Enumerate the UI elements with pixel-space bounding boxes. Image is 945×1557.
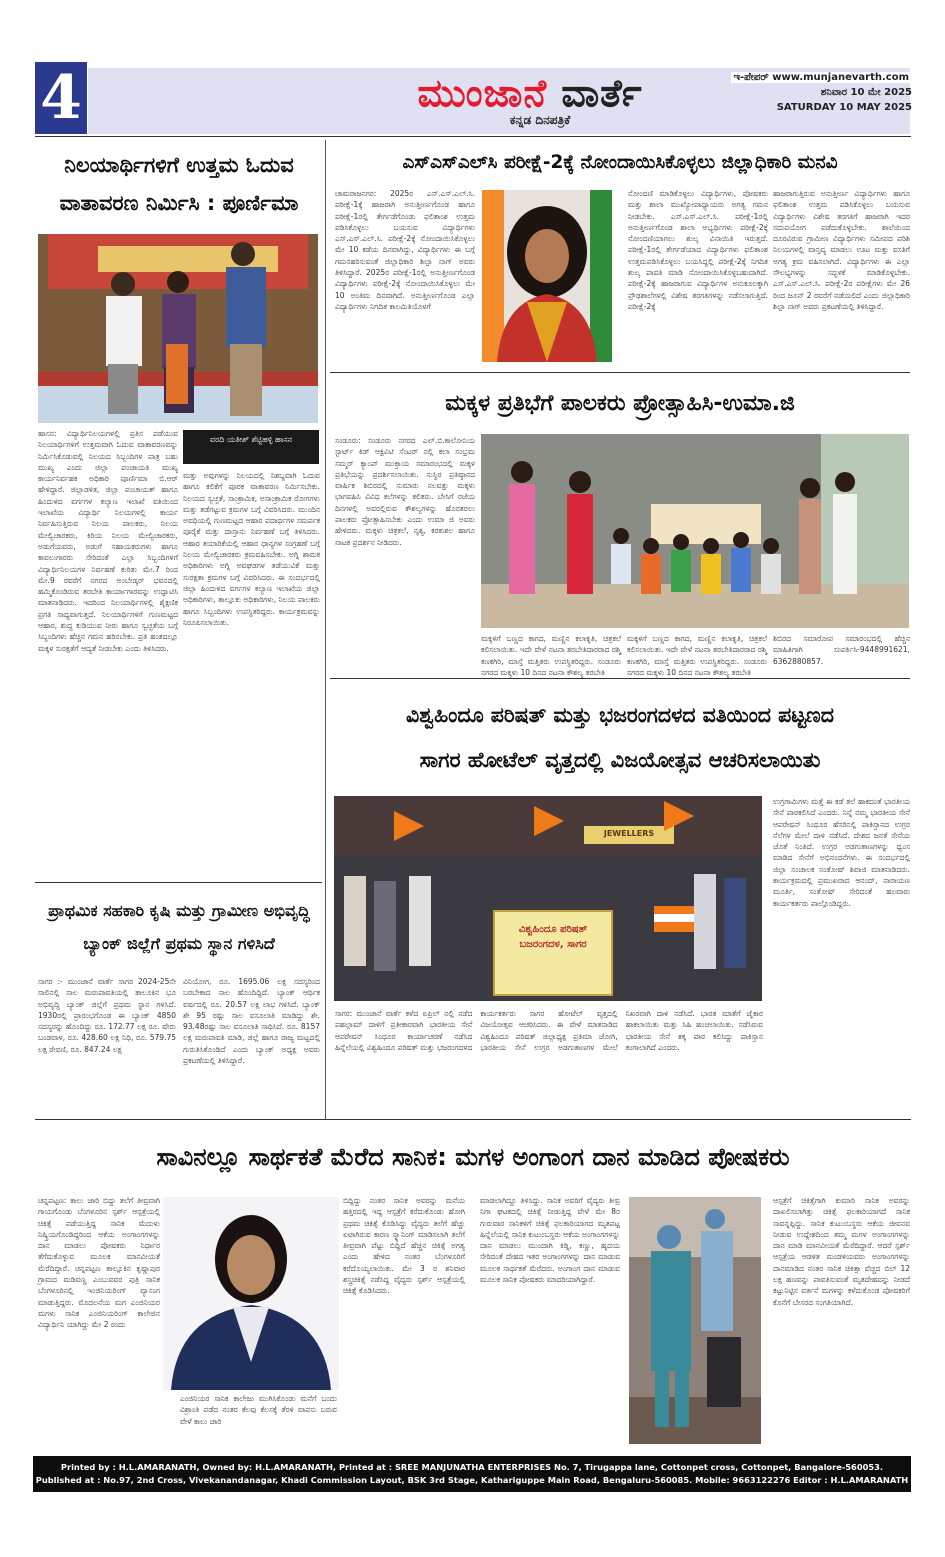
vijayotsava-banner bbox=[496, 922, 610, 952]
bank-body-left: ಸಾಗರ :- ಮುಂಜಾನೆ ವಾರ್ತೆ ಸಾಗರ 2024-25ನೇ ಸಾಲಿನಲ್ಲಿ ಸಾಲ ಮರುಪಾವತಿಯಲ್ಲಿ ತಾಲೂಕಿನ ಭೂ ಅಭಿವೃದ್ಧಿ ಬ್ಯಾಂಕ್ ಜಿಲ್ಲೆಗೆ ಪ್ರಥಮ ಸ್ಥಾನ ಗಳಿಸಿದೆ. 1930ರಲ್ಲಿ ಪ್ರಾರಂಭಗೊಂಡ ಈ ಬ್ಯಾಂಕ್ 4850 ಸದಸ್ಯರನ್ನು ಹೊಂದಿದ್ದು ರೂ. 172.77 ಲಕ್ಷ ರೂ. ಷೇರು ಬಂಡವಾಳ, ರೂ. 428.60 ಲಕ್ಷ ನಿಧಿ, ರೂ. 579.75 ಲಕ್ಷ ಠೇವಣಿ, ರೂ. 847.24 ಲಕ್ಷ bbox=[38, 977, 176, 1054]
masthead-date-english: SATURDAY 10 MAY 2025 bbox=[776, 102, 912, 113]
organ-body-1: ಚನ್ನಪಟ್ಟಣ: ಕಾಲು ಜಾರಿ ಬಿದ್ದು ತಲೆಗೆ ತೀವ್ರವಾಗಿ ಗಾಯಗೊಂಡು ಬೆಂಗಳೂರಿನ ಸ್ಪರ್ಶ್ ಆಸ್ಪತ್ರೆಯಲ್ಲಿ ಚಿಕಿತ್ಸೆ ಪಡೆಯುತ್ತಿದ್ದ ಸಾನಿಕ ಮೆದುಳು ನಿಷ್ಕ್ರಿಯಗೊಂಡಿದ್ದರಿಂದ ಆಕೆಯ ಅಂಗಾಂಗಗಳನ್ನು ದಾನ ಮಾಡಲು ಪೋಷಕರು ನಿರ್ಧಾರ ತೆಗೆದುಕೊಳ್ಳುವ ಮೂಲಕ ಮಾನವೀಯತೆ ಮೆರೆದಿದ್ದಾರೆ. ಚನ್ನಪಟ್ಟಣ ತಾಲ್ಲೂಕಿನ ಕೃಷ್ಣಾಪುರ ಗ್ರಾಮದ ಮಡಿವಣ್ಣ ಎಂಬುವವರ ಪುತ್ರಿ ಸಾನಿಕ ಬೆಂಗಳೂರಿನಲ್ಲಿ ಇಂಜಿನಿಯರಿಂಗ್ ವ್ಯಾಸಂಗ ಮಾಡುತ್ತಿದ್ದರು. ಮೊದಲನೆಯ ಮಗ ಎಂಜಿನಿಯರ ಮಗಳು ಸಾನಿಕ ಎಂಜಿನಿಯರಿಂಗ್ ಕಾಲೇಜಿನ ವಿದ್ಯಾರ್ಥಿನಿ ಯಾಗಿದ್ದು ಮೇ 2 ರಂದು bbox=[38, 1196, 160, 1330]
organ-body-3: ಮಾಡಲಾಗಿದ್ದೂ ತಿಳಿಸಿದ್ದು. ಸಾನಿಕ ಅವರಿಗೆ ವೈದ್ಯರು ತೀವ್ರ ನಿಗಾ ಘಟಕದಲ್ಲಿ ಚಿಕಿತ್ಸೆ ನೀಡುತ್ತಿದ್ದ ವೇಳೆ ಮೇ 8ರ ಗುರುವಾರ ಸಾನಿಕಳಿಗೆ ಚಿಕಿತ್ಸೆ ಫಲಕಾರಿಯಾಗದ ಮೃತಪಟ್ಟ ಹಿನ್ನೆಲೆಯಲ್ಲಿ ಸಾನಿಕ ಕುಟುಂಬಸ್ಥರು ಆಕೆಯ ಅಂಗಾಂಗಗಳನ್ನು ದಾನ ಮಾಡಲು ಮುಂದಾಗಿ ಕಿಡ್ನಿ, ಕಣ್ಣು, ಹೃದಯ ಸೇರಿದಂತೆ ದೇಹದ ಇತರ ಅಂಗಾಂಗಗಳನ್ನು ದಾನ ಮಾಡುವ ಮೂಲಕ ಸಾರ್ಥಕತೆ ಮೆರೆದರು. ಅಂಗಾಂಗ ದಾನ ಮಾಡುವ ಮೂಲಕ ಸಾನಿಕ ಪೋಷಕರು ಮಾದರಿಯಾಗಿದ್ದಾರೆ. bbox=[480, 1196, 620, 1285]
vijayotsava-banner-line-2: ಬಜರಂಗದಳ, ಸಾಗರ bbox=[519, 939, 587, 950]
vijayotsava-body-right: ಉಗ್ರಗಾಮಿಗಳು ಮತ್ತೆ ಈ ಕಡೆ ತಲೆ ಹಾಕದಂತೆ ಭಾರತೀಯ ಸೇನೆ ಪಾಠಕಲಿಸಿದೆ ಎಂದರು. ನಿನ್ನೆ ನಮ್ಮ ಭಾರತೀಯ ಸೇನೆ ಆಪರೇಷನ್ ಸಿಂಧೂರ ಹೆಸರಿನಲ್ಲಿ ಪಾಕಿಸ್ತಾನದ ಉಗ್ರರ ನೆಲೆಗಳ ಮೇಲೆ ದಾಳಿ ನಡೆಸಿದೆ. ದೇಶದ ಜನತೆ ಸೇನೆಯ ಜೊತೆ ನಿಂತಿದೆ. ಉಗ್ರರ ಅಡಗುತಾಣಗಳನ್ನು ಧ್ವಂಸ ಮಾಡಿದ ಸೇನೆಗೆ ಅಭಿನಂದನೆಗಳು. ಈ ಸಂದರ್ಭದಲ್ಲಿ ಜಿಲ್ಲಾ ಸಂಚಾಲಕ ಸಂತೋಷ್ ಶಿವಾಜಿ ಮಾತನಾಡಿದರು. ಕಾರ್ಯಕ್ರಮದಲ್ಲಿ ಪ್ರಮುಖರಾದ ಆನಂದ್, ನಾರಾಯಣ ಮೂರ್ತಿ, ಸಂತೋಷ್ ಸೇರಿದಂತೆ ಹಲವಾರು ಕಾರ್ಯಕರ್ತರು ಪಾಲ್ಗೊಂಡಿದ್ದರು. bbox=[773, 797, 910, 908]
vijayotsava-headline-2: ಸಾಗರ ಹೋಟೆಲ್ ವೃತ್ತದಲ್ಲಿ ವಿಜಯೋತ್ಸವ ಆಚರಿಸಲಾಯಿತು bbox=[419, 748, 821, 772]
organ-portrait-photo bbox=[163, 1197, 339, 1390]
masthead-title bbox=[395, 70, 665, 116]
talent-headline: ಮಕ್ಕಳ ಪ್ರತಿಭೆಗೆ ಪಾಲಕರು ಪ್ರೋತ್ಸಾಹಿಸಿ-ಉಮಾ.ಜಿ bbox=[445, 391, 795, 416]
masthead-subtitle: ಕನ್ನಡ ದಿನಪತ್ರಿಕೆ bbox=[509, 113, 571, 127]
organ-body-2: ಬಿದ್ದಿದ್ದು ನಂತರ ಸಾನಿಕ ಅವರನ್ನು ಮನೆಯ ಹತ್ತಿರದಲ್ಲಿ ಇದ್ದ ಆಸ್ಪತ್ರೆಗೆ ಕರೆದುಕೊಂಡು ಹೋಗಿ ಪ್ರಥಮ ಚಿಕಿತ್ಸೆ ಕೊಡಿಸಿದ್ದು ವೈದ್ಯರು ತಲೆಗೆ ಹೆಚ್ಚು ಏಟಾಗಿರುವ ಕಾರಣ ಸ್ಕ್ಯಾನಿಂಗ್ ಮಾಡಿಸಲಾಗಿ ತಲೆಗೆ ತೀವ್ರವಾಗಿ ಪೆಟ್ಟು ಬಿದ್ದಿದೆ ಹೆಚ್ಚಿನ ಚಿಕಿತ್ಸೆ ಅಗತ್ಯ ಎಂದು ಹೇಳಿದ ನಂತರ ಬೆಂಗಳೂರಿಗೆ ಕರೆದೊಯ್ಯಲಾಯಿತು. ಮೇ 3 ರ ಶನಿವಾರ ಶಸ್ತ್ರಚಿಕಿತ್ಸೆ ನಡೆಸಿದ್ದ ವೈದ್ಯರು ಸ್ಪರ್ಶ್ ಆಸ್ಪತ್ರೆಯಲ್ಲಿ ಚಿಕಿತ್ಸೆ ಕೊಡಿಸಿದರು. bbox=[343, 1196, 465, 1296]
sslc-body-2: ನೋಂದಣಿ ಮಾಡಿಕೊಳ್ಳಲು ವಿದ್ಯಾರ್ಥಿಗಳು, ಪೋಷಕರು ಮತ್ತು ಶಾಲಾ ಮುಖ್ಯೋಪಾಧ್ಯಾಯರು ಅಗತ್ಯ ಗಮನ ನೀಡಬೇಕು. ಎಸ್.ಎಸ್.ಎಲ್.ಸಿ. ಪರೀಕ್ಷೆ-1ರಲ್ಲಿ ಅನುತ್ತೀರ್ಣಗೊಂಡ ಶಾಲಾ ಅಭ್ಯರ್ಥಿಗಳು ಪರೀಕ್ಷೆ-2ಕ್ಕೆ ನೋಂದಣಿಯಾಗಲು ಶುಲ್ಕ ವಿನಾಯಿತಿ ಇರುತ್ತದೆ. ಪರೀಕ್ಷೆ-1ರಲ್ಲಿ ತೇರ್ಗಡೆಯಾದ ವಿದ್ಯಾರ್ಥಿಗಳು ಫಲಿತಾಂಶ ಉತ್ತಮಪಡಿಸಿಕೊಳ್ಳಲು ಬಯಸಿದ್ದಲ್ಲಿ ಪರೀಕ್ಷೆ-2ಕ್ಕೆ ನಿಗದಿತ ಶುಲ್ಕ ಪಾವತಿ ಮಾಡಿ ನೋಂದಾಯಿಸಿಕೊಳ್ಳಬಹುದಾಗಿದೆ. ಪರೀಕ್ಷೆ-2ಕ್ಕೆ ಹಾಜರಾಗುವ ವಿದ್ಯಾರ್ಥಿಗಳ ಅನುಕೂಲಕ್ಕಾಗಿ ಪ್ರೌಢಶಾಲೆಗಳಲ್ಲಿ ವಿಶೇಷ ತರಗತಿಗಳನ್ನು ನಡೆಸಲಾಗುತ್ತಿದೆ. ಪರೀಕ್ಷೆ-2ಕ್ಕೆ bbox=[628, 189, 768, 311]
organ-photo-caption: ಎಂಜಿನಿಯರ ಸಾನಿಕ ಕಾಲೇಜು ಮುಗಿಸಿಕೊಂಡು ಮನೆಗೆ ಬಂದು ವಿಶ್ರಾಂತಿ ಪಡೆದ ನಂತರ ಕೆಲವು ಕೆಲಸಕ್ಕೆ ತೆರಳಿ ವಾಪಸು ಬರುವ ವೇಳೆ ಕಾಲು ಜಾರಿ bbox=[180, 1394, 337, 1426]
talent-body-bottom-2: ಮಕ್ಕಳಿಗೆ ಬಣ್ಣದ ಕಾಗದ, ಮಣ್ಣಿನ ಕಲಾಕೃತಿ, ಚಿತ್ರಕಲೆ ಕಲಿಸಲಾಯಿತು. ಇದೇ ವೇಳೆ ನಟನಾ ತರಬೇತಿದಾರರಾದ ರಶ್ಮಿ ಕಣಕಗಿರಿ, ಮಾಸ್ತೆ ಮತ್ತಿತರು ಉಪಸ್ಥಿತರಿದ್ದರು. ಸಂಡೂರು ನಗರದ ಮಕ್ಕಳು 10 ದಿನದ ನಟನಾ ಕೌಶಲ್ಯ ತರಬೇತಿ bbox=[627, 634, 767, 677]
vijayotsava-body-bottom: ಸಾಗರ: ಮುಂಜಾನೆ ವಾರ್ತೆ ಕಳೆದ ಏಪ್ರಿಲ್ ನಲ್ಲಿ ನಡೆದ ಪಹಲ್ಗಾಮ್ ದಾಳಿಗೆ ಪ್ರತೀಕಾರವಾಗಿ ಭಾರತೀಯ ಸೇನೆ ಆಪರೇಷನ್ ಸಿಂಧೂರ ಕಾರ್ಯಾಚರಣೆ ನಡೆಸಿದ ಹಿನ್ನೆಲೆಯಲ್ಲಿ ವಿಶ್ವಹಿಂದೂ ಪರಿಷತ್ ಮತ್ತು ಭಜರಂಗದಳದ ಕಾರ್ಯಕರ್ತರು ಸಾಗರ ಹೋಟೆಲ್ ವೃತ್ತದಲ್ಲಿ ವಿಜಯೋತ್ಸವ ಆಚರಿಸಿದರು. ಈ ವೇಳೆ ಮಾತನಾಡಿದ ವಿಶ್ವಹಿಂದೂ ಪರಿಷತ್ ಜಿಲ್ಲಾಧ್ಯಕ್ಷ ಪ್ರತಿಮಾ ಜೋಗಿ, ಭಾರತೀಯ ಸೇನೆ ಉಗ್ರರ ಅಡಗುತಾಣಗಳ ಮೇಲೆ ನಿಖರವಾಗಿ ದಾಳಿ ನಡೆಸಿದೆ. ಭಾರತ ಮಾತೆಗೆ ಜೈಕಾರ ಹಾಕಲಾಯಿತು ಮತ್ತು ಸಿಹಿ ಹಂಚಲಾಯಿತು. ನಡೆಸಿರುವ ಭಾರತೀಯ ಸೇನೆ ತಕ್ಕ ಪಾಠ ಕಲಿಸಿದ್ದು ಪಾಕಿಸ್ತಾನ ಕಂಗಾಲಾಗಿದೆ ಎಂದರು. bbox=[335, 1009, 763, 1052]
library-reporter: ವರದಿ ಯತೀಶ್ ಶೆಟ್ಟಿಹಳ್ಳಿ ಹಾಸನ bbox=[183, 430, 319, 464]
column-divider bbox=[325, 140, 326, 1120]
library-body-left: ಹಾಸನ: ವಿದ್ಯಾರ್ಥಿನಿಲಯಗಳಲ್ಲಿ ಪ್ರತಿಸ ಪಡೆಯುವ ನಿಲಯಾರ್ಥಿಗಳಿಗೆ ಉತ್ತಮವಾಗಿ ಓದುವ ವಾತಾವರಣವನ್ನು ನಿರ್ಮಿಸಿಕೊಡುವಲ್ಲಿ ನಿಲಯದ ಸಿಬ್ಬಂದಿಗಳ ಪಾತ್ರ ಬಹು ಮುಖ್ಯ ಎಂದು ಜಿಲ್ಲಾ ಪಂಚಾಯತಿ ಮುಖ್ಯ ಕಾರ್ಯನಿರ್ವಹಕ ಅಧಿಕಾರಿ ಪೂರ್ಣಿಮಾ ಬಿ.ಆರ್ ಹೇಳಿದ್ದಾರೆ. ಜಿಲ್ಲಾಡಳಿತ, ಜಿಲ್ಲಾ ಪಂಚಾಯತ್ ಹಾಗೂ ಹಿಂದುಳಿದ ವರ್ಗಗಳ ಕಲ್ಯಾಣ ಇಲಾಖೆ ವತಿಯಿಂದ ಇಲಾಖೆಯ ವಿದ್ಯಾರ್ಥಿ ನಿಲಯಗಳಲ್ಲಿ ಕಾರ್ಯ ನಿರ್ವಹಿಸುತ್ತಿರುವ ನಿಲಯ ಪಾಲಕರು, ನಿಲಯ ಮೇಲ್ವಿಚಾರಕರು, ಕಿರಿಯ ನಿಲಯ ಮೇಲ್ವಿಚಾರಕರು, ಅಡುಗೆಯವರು, ಅಡುಗೆ ಸಹಾಯಕರುಗಳು ಹಾಗೂ ಕಾವಲುಗಾರರು ಸೇರಿದಂತೆ ಎಲ್ಲಾ ಸಿಬ್ಬಂದಿಗಳಿಗೆ ವಿದ್ಯಾರ್ಥಿನಿಲಯಗಳ ನಿರ್ವಹಣೆ ಕುರಿತು ಮೇ.7 ರಿಂದ ಮೇ.9 ರವರೆಗೆ ನಗರದ ಅಂಬೇಡ್ಕರ್ ಭವನದಲ್ಲಿ ಹಮ್ಮಿಕೊಂಡಿರುವ ತರಬೇತಿ ಕಾರ್ಯಾಗಾರವನ್ನು ಉದ್ಘಾಟಿಸಿ ಮಾತನಾಡಿದರು. ಇದರಿಂದ ನಿಲಯಾರ್ಥಿಗಳಲ್ಲಿ ಶೈಕ್ಷಣಿಕ ಪ್ರಗತಿ ಸಾಧ್ಯವಾಗುತ್ತದೆ. ನಿಲಯಾರ್ಥಿಗಳಿಗೆ ಗುಣಮಟ್ಟದ ಆಹಾರ, ಶುದ್ಧ ಕುಡಿಯುವ ನೀರು ಹಾಗೂ ಸ್ವಚ್ಛತೆಯ ಬಗ್ಗೆ ಸಿಬ್ಬಂದಿಗಳು ಹೆಚ್ಚಿನ ಗಮನ ಹರಿಸಬೇಕು. ಪ್ರತಿ ಹಂತದಲ್ಲೂ ಮಕ್ಕಳ ಸುರಕ್ಷತೆಗೆ ಆದ್ಯತೆ ನೀಡಬೇಕು ಎಂದು ತಿಳಿಸಿದರು. bbox=[38, 429, 178, 653]
masthead-info bbox=[680, 70, 912, 115]
bank-body-right: ವಿನಿಯೋಗ, ರೂ. 1695.06 ಲಕ್ಷ ಸದಸ್ಯರಿಂದ ಬರಬೇಕಾದ ಸಾಲ ಹೊಂದಿದ್ದಿದೆ. ಬ್ಯಾಂಕ್ ಆರ್ಥಿಕ ವರ್ಷದಲ್ಲಿ ರೂ. 20.57 ಲಕ್ಷ ಲಾಭ ಗಳಿಸಿದೆ. ಬ್ಯಾಂಕ್ ಶೇ 95 ರಷ್ಟು ಸಾಲ ವಸೂಲಾತಿ ಮಾಡಿದ್ದು ಶೇ. 93.48ರಷ್ಟು ಸಾಲ ವಸೂಲಾತಿ ಸಾಧಿಸಿದೆ. ರೂ. 8157 ಲಕ್ಷ ಮರುಪಾವತಿ ಮಾಡಿ, ಜಿಲ್ಲೆ ಹಾಗೂ ರಾಜ್ಯ ಮಟ್ಟದಲ್ಲಿ ಗುರುತಿಸಿಕೊಂಡಿದೆ ಎಂದು ಬ್ಯಾಂಕ್ ಅಧ್ಯಕ್ಷ ಅವರು ಪ್ರಕಟಣೆಯಲ್ಲಿ ತಿಳಿಸಿದ್ದಾರೆ. bbox=[183, 977, 320, 1066]
left-col-rule bbox=[35, 882, 322, 883]
talent-photo bbox=[481, 434, 909, 628]
organ-top-rule bbox=[35, 1119, 911, 1120]
sslc-photo bbox=[482, 190, 612, 362]
masthead-title-red: ಮುಂಜಾನೆ bbox=[417, 70, 548, 115]
sslc-body-3: ಹಾಜರಾಗುತ್ತಿರುವ ಅನುತ್ತೀರ್ಣ ವಿದ್ಯಾರ್ಥಿಗಳು ಹಾಗೂ ಫಲಿತಾಂಶ ಉತ್ತಮ ಪಡಿಸಿಕೊಳ್ಳಲು ಬಯಸುವ ವಿದ್ಯಾರ್ಥಿಗಳು ವಿಶೇಷ ತರಗತಿಗೆ ಹಾಜರಾಗಿ ಇದರ ಸದುಪಯೋಗ ಪಡೆದುಕೊಳ್ಳಬೇಕು. ಶಾಲೆಯಿಂದ ದೂರವಿರುವ ಗ್ರಾಮೀಣ ವಿದ್ಯಾರ್ಥಿಗಳು ಸಮೀಪದ ಪರಿಶಿ ನಿಲಯಗಳಲ್ಲಿ ವಾಸ್ತವ್ಯ ಮಾಡಲು ಊಟ ಮತ್ತು ವಸತಿಗೆ ಅಗತ್ಯ ಕ್ರಮ ವಹಿಸಲಾಗಿದೆ. ವಿದ್ಯಾರ್ಥಿಗಳು ಈ ಎಲ್ಲಾ ಸೌಲಭ್ಯಗಳನ್ನು ಸದ್ಬಳಕೆ ಮಾಡಿಕೊಳ್ಳಬೇಕು. ಎಸ್.ಎಸ್.ಎಲ್.ಸಿ. ಪರೀಕ್ಷೆ-2ರ ಪರೀಕ್ಷೆಗಳು ಮೇ 26 ರಿಂದ ಜೂನ್ 2 ರವರೆಗೆ ನಡೆಯಲಿದೆ ಎಂದು ಜಿಲ್ಲಾಧಿಕಾರಿ ಶಿಲ್ಪಾ ನಾಗ್ ಅವರು ಪ್ರಕಟಣೆಯಲ್ಲಿ ತಿಳಿಸಿದ್ದಾರೆ. bbox=[773, 189, 910, 311]
imprint-line-2: Published at : No.97, 2nd Cross, Vivekanandanagar, Khadi Commission Layout, BSK 3rd Stage, Kathariguppe Main Road, Bengaluru-560085. Mobile: 9663122276 Editor : H.L.AMARANATH bbox=[35, 1475, 909, 1485]
talent-body-bottom-1: ಮಕ್ಕಳಿಗೆ ಬಣ್ಣದ ಕಾಗದ, ಮಣ್ಣಿನ ಕಲಾಕೃತಿ, ಚಿತ್ರಕಲೆ ಕಲಿಸಲಾಯಿತು. ಇದೇ ವೇಳೆ ನಟನಾ ತರಬೇತಿದಾರರಾದ ರಶ್ಮಿ ಕಣಕಗಿರಿ, ಮಾಸ್ತೆ ಮತ್ತಿತರು ಉಪಸ್ಥಿತರಿದ್ದರು. ಸಂಡೂರು ನಗರದ ಮಕ್ಕಳು 10 ದಿನದ ನಟನಾ ಕೌಶಲ್ಯ ತರಬೇತಿ bbox=[481, 634, 621, 677]
library-body-right: ಮತ್ತು ಅವುಗಳನ್ನು ನಿಲಯದಲ್ಲಿ ನಿಶಬ್ದವಾಗಿ ಓದುವ ಹಾಗೂ ಕಲಿಕೆಗೆ ಪೂರಕ ವಾತಾವರಣ ನಿರ್ಮಿಸಬೇಕು. ನಿಲಯದ ಸ್ವಚ್ಛತೆ, ಸಾಂಕ್ರಾಮಿಕ, ಅಸಾಂಕ್ರಾಮಿಕ ರೋಗಗಳು ಮತ್ತು ತಡೆಗಟ್ಟುವ ಕ್ರಮಗಳ ಬಗ್ಗೆ ವಿವರಿಸಿದರು. ಮುಂದಿನ ಅವಧಿಯಲ್ಲಿ ಗುಣಮಟ್ಟದ ಆಹಾರ ಪದಾರ್ಥಗಳ ಸಮರ್ಪಕ ಪೂರೈಕೆ ಮತ್ತು ದಾಸ್ತಾನು ನಿರ್ವಹಣೆ ಬಗ್ಗೆ ತಿಳಿಸಿದರು. ಆಹಾರ ತಯಾರಿಕೆಯಲ್ಲಿ ಆಹಾರ ಧಾನ್ಯಗಳ ಸಂಗ್ರಹಣೆ ಬಗ್ಗೆ ನಿಲಯ ಮೇಲ್ವಿಚಾರಕರು ಕ್ರಮವಹಿಸಬೇಕು. ಅಗ್ನಿ ಶಾಮಕ ಅಧಿಕಾರಿಗಳು ಅಗ್ನಿ ಅವಘಡಗಳ ತಡೆಯುವಿಕೆ ಮತ್ತು ಸುರಕ್ಷತಾ ಕ್ರಮಗಳ ಬಗ್ಗೆ ವಿವರಿಸಿದರು. ಈ ಸಂದರ್ಭದಲ್ಲಿ ಜಿಲ್ಲಾ ಹಿಂದುಳಿದ ವರ್ಗಗಳ ಕಲ್ಯಾಣ ಇಲಾಖೆಯ ಜಿಲ್ಲಾ ಅಧಿಕಾರಿಗಳು, ತಾಲ್ಲೂಕು ಅಧಿಕಾರಿಗಳು, ನಿಲಯ ಪಾಲಕರು ಹಾಗೂ ಸಿಬ್ಬಂದಿಗಳು ಉಪಸ್ಥಿತರಿದ್ದರು. ಕಾರ್ಯಕ್ರಮವನ್ನು ನಿರೂಪಿಸಲಾಯಿತು. bbox=[183, 471, 320, 627]
sslc-body-1: ಚಾಮರಾಜನಗರ: 2025ರ ಎಸ್.ಎಸ್.ಎಲ್.ಸಿ. ಪರೀಕ್ಷೆ-1ಕ್ಕೆ ಹಾಜರಾಗಿ ಅನುತ್ತೀರ್ಣಗೊಂಡ ಹಾಗೂ ಪರೀಕ್ಷೆ-1ರಲ್ಲಿ ತೇರ್ಗಡೆಗೊಂಡು ಫಲಿತಾಂಶ ಉತ್ತಮ ಪಡಿಸಿಕೊಳ್ಳಲು ಬಯಸುವ ವಿದ್ಯಾರ್ಥಿಗಳು ಎಸ್.ಎಸ್.ಎಲ್.ಸಿ. ಪರೀಕ್ಷೆ-2ಕ್ಕೆ ನೋಂದಾಯಿಸಿಕೊಳ್ಳಲು ಮೇ 10 ಕಡೆಯ ದಿನವಾಗಿದ್ದು, ವಿದ್ಯಾರ್ಥಿಗಳು ಈ ಬಗ್ಗೆ ಗಮನಹರಿಸುವಂತೆ ಜಿಲ್ಲಾಧಿಕಾರಿ ಶಿಲ್ಪಾ ನಾಗ್ ಅವರು ತಿಳಿಸಿದ್ದಾರೆ. 2025ರ ಪರೀಕ್ಷೆ-1ರಲ್ಲಿ ಅನುತ್ತೀರ್ಣಗೊಂಡ ವಿದ್ಯಾರ್ಥಿಗಳು ಪರೀಕ್ಷೆ-2ಕ್ಕೆ ನೋಂದಾಯಿಸಿಕೊಳ್ಳಲು ಮೇ 10 ಅಂತಿಮ ದಿನವಾಗಿದೆ. ಅನುತ್ತೀರ್ಣಗೊಂಡ ಎಲ್ಲಾ ವಿದ್ಯಾರ್ಥಿಗಳು ನಿಗದಿತ ಕಾಲಮಿತಿಯೊಳಗೆ bbox=[335, 189, 475, 311]
sslc-rule bbox=[330, 372, 910, 373]
masthead-rule bbox=[35, 136, 911, 137]
vijayotsava-photo bbox=[334, 796, 762, 1001]
talent-contact: ಶಿಬಿರದ ಸಮಾರೋಪ ಸಮಾರಂಭದಲ್ಲಿ ಹೆಚ್ಚಿನ ಮಾಹಿತಿಗಾಗಿ ಸಂಪರ್ಕಿಸಿ-9448991621, 6362880857. bbox=[773, 634, 910, 666]
imprint-footer bbox=[33, 1456, 911, 1492]
organ-body-4: ಆಸ್ಪತ್ರೆಗೆ ಚಿಕಿತ್ಸೆಗಾಗಿ ಕುಮಾರಿ ಸಾನಿಕ ಅವರನ್ನು ದಾಖಲಿಸಲಾಗಿತ್ತು ಚಿಕಿತ್ಸೆ ಫಲಕಾರಿಯಾಗದೆ ಸಾನಿಕ ಸಾವನ್ನಪ್ಪಿದ್ದು. ಸಾನಿಕ ಕುಟುಂಬಸ್ಥರು ಆಕೆಯ ಜೀವನವ ನೀಡುವ ಉದ್ದೇಶದಿಂದ ತಮ್ಮ ಮಗಳ ಅಂಗಾಂಗಗಳನ್ನು ದಾನ ಮಾಡಿ ಮಾನವೀಯತೆ ಮೆರೆದಿದ್ದಾರೆ. ಆದರೆ ಸ್ಪರ್ಶ್ ಆಸ್ಪತ್ರೆಯ ಆಡಳಿತ ಮಂಡಳಿಯವರು ಅಂಗಾಂಗಗಳನ್ನು ದಾನಮಾಡಿದ ನಂತರ ಸಾನಿಕ ಚಿಕಿತ್ಸಾ ವೆಚ್ಚದ ಬಿಲ್ 12 ಲಕ್ಷ ಹಣವನ್ನು ಪಾವತಿಸುವಂತೆ ಮೃತದೇಹವನ್ನು ನೀಡದೆ ಕಟ್ಟುನಿಟ್ಟಿನ ವರ್ತನೆ ಮಗಳನ್ನು ಕಳೆದುಕೊಂಡ ಪೋಷಕರಿಗೆ ಕೊನೆಗೆ ಬೇಸರದ ಸಂಗತಿಯಾಗಿದೆ. bbox=[773, 1196, 910, 1307]
talent-body-left: ಸಂಡೂರು: ಸಂಡೂರು ನಗರದ ಎಲ್.ಬಿ.ಕಾಲೋನಿಯ ಸ್ಟಾರ್ಟ್ ಕಿಡ್ ಆಕ್ಟಿವಿಟಿ ಸೆಂಟರ್ ನಲ್ಲಿ ಕಲಾ ಸಂಭ್ರಮ ಸಮ್ಮರ್ ಕ್ಯಾಂಪ್ ಮುಕ್ತಾಯ ಸಮಾರಂಭದಲ್ಲಿ ಮಕ್ಕಳ ಪ್ರತಿಭೆಯನ್ನು ಪ್ರದರ್ಶಿಸಲಾಯಿತು. ಸುಸ್ಥಿರ ಪ್ರತಿಷ್ಠಾನದ ವಾರ್ಷಿಕ ಶಿಬಿರದಲ್ಲಿ ಸುಮಾರು ನಲವತ್ತು ಮಕ್ಕಳು ಭಾಗವಹಿಸಿ ವಿವಿಧ ಕಲೆಗಳನ್ನು ಕಲಿತರು. ಬೇಸಿಗೆ ರಜೆಯ ದಿನಗಳಲ್ಲಿ ಅವರಲ್ಲಿರುವ ಕೌಶಲ್ಯಗಳನ್ನು ಹೊರತರಲು ಪಾಲಕರು ಪ್ರೋತ್ಸಾಹಿಸಬೇಕು ಎಂದು ಉಮಾ ಜಿ ಅವರು ಹೇಳಿದರು. ಮಕ್ಕಳು ಚಿತ್ರಕಲೆ, ನೃತ್ಯ, ಕರಕುಶಲ ಹಾಗೂ ನಾಟಕ ಪ್ರದರ್ಶನ ನೀಡಿದರು. bbox=[335, 436, 475, 547]
library-photo bbox=[38, 234, 318, 423]
masthead-website: ಇ-ಪೇಪರ್ www.munjanevarth.com bbox=[731, 72, 913, 83]
imprint-line-1: Printed by : H.L.AMARANATH, Owned by: H.L.AMARANATH, Printed at : SREE MANJUNATHA ENTERPRISES No. 7, Tirugappa lane, Cottonpet cross, Cottonpet, Bangalore-560053. bbox=[60, 1462, 884, 1472]
sslc-headline: ಎಸ್ಎಸ್ಎಲ್‌ಸಿ ಪರೀಕ್ಷೆ-2ಕ್ಕೆ ನೋಂದಾಯಿಸಿಕೊಳ್ಳಲು ಜಿಲ್ಲಾಧಿಕಾರಿ ಮನವಿ bbox=[402, 152, 838, 173]
vijayotsava-shop-sign: JEWELLERS bbox=[603, 829, 655, 838]
vijayotsava-headline-1: ವಿಶ್ವಹಿಂದೂ ಪರಿಷತ್ ಮತ್ತು ಭಜರಂಗದಳದ ವತಿಯಿಂದ ಪಟ್ಟಣದ bbox=[406, 703, 834, 727]
page-number: 4 bbox=[35, 62, 87, 134]
masthead-title-black: ವಾರ್ತೆ bbox=[561, 70, 643, 115]
talent-rule bbox=[330, 678, 910, 679]
masthead-date-kannada: ಶನಿವಾರ 10 ಮೇ 2025 bbox=[820, 87, 912, 98]
library-headline: ನಿಲಯಾರ್ಥಿಗಳಿಗೆ ಉತ್ತಮ ಓದುವ ವಾತಾವರಣ ನಿರ್ಮಿಸಿ : ಪೂರ್ಣಿಮಾ bbox=[59, 153, 299, 215]
bank-headline: ಪ್ರಾಥಮಿಕ ಸಹಕಾರಿ ಕೃಷಿ ಮತ್ತು ಗ್ರಾಮೀಣ ಅಭಿವೃದ್ಧಿ ಬ್ಯಾಂಕ್ ಜಿಲ್ಲೆಗೆ ಪ್ರಥಮ ಸ್ಥಾನ ಗಳಿಸಿದೆ bbox=[48, 901, 310, 953]
organ-hospital-photo bbox=[629, 1197, 761, 1444]
vijayotsava-banner-line-1: ವಿಶ್ವಹಿಂದೂ ಪರಿಷತ್ bbox=[518, 924, 588, 935]
organ-headline: ಸಾವಿನಲ್ಲೂ ಸಾರ್ಥಕತೆ ಮೆರೆದ ಸಾನಿಕ: ಮಗಳ ಅಂಗಾಂಗ ದಾನ ಮಾಡಿದ ಪೋಷಕರು bbox=[156, 1143, 790, 1171]
